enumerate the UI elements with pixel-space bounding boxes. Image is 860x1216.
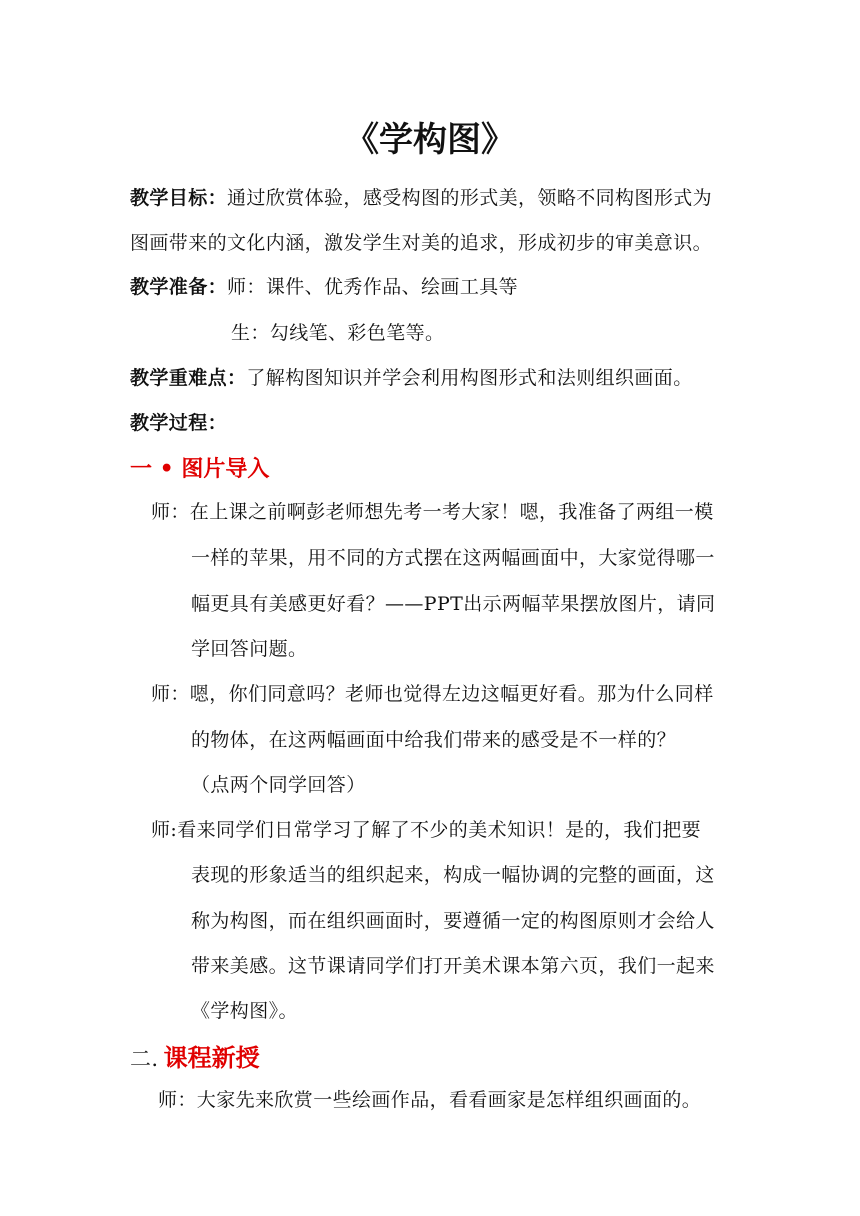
- s1-p3-line-2: 表现的形象适当的组织起来，构成一幅协调的完整的画面，这: [191, 864, 715, 886]
- s1-p1-line-1: 师：在上课之前啊彭老师想先考一考大家！嗯，我准备了两组一模: [151, 501, 714, 523]
- prep-line-1: [130, 272, 518, 299]
- s1-p2-line-2: 的物体，在这两幅画面中给我们带来的感受是不一样的？: [191, 729, 677, 751]
- section-2-number: 二.: [130, 1047, 159, 1071]
- s2-p1: 师：大家先来欣赏一些绘画作品，看看画家是怎样组织画面的。: [158, 1089, 702, 1111]
- section-1-heading: 一 • 图片导入: [130, 456, 270, 482]
- s1-p1-line-3: 幅更具有美感更好看？——PPT出示两幅苹果摆放图片，请同: [191, 593, 716, 615]
- s1-p3-line-5: 《学构图》。: [191, 1000, 298, 1022]
- s1-p1-line-2: 一样的苹果，用不同的方式摆在这两幅画面中，大家觉得哪一: [191, 547, 715, 569]
- prep-student: 生：勾线笔、彩色笔等。: [231, 322, 445, 344]
- prep-teacher: 师：课件、优秀作品、绘画工具等: [227, 276, 519, 298]
- goals-line-1: [130, 183, 712, 210]
- goals-line-2: 图画带来的文化内涵，激发学生对美的追求，形成初步的审美意识。: [130, 232, 713, 254]
- section-2-title: 课程新授: [163, 1043, 260, 1072]
- s1-p3-line-4: 带来美感。这节课请同学们打开美术课本第六页，我们一起来: [191, 955, 715, 977]
- goals-text-1: 通过欣赏体验，感受构图的形式美，领略不同构图形式为: [227, 187, 713, 209]
- section-2-heading: [130, 1038, 260, 1073]
- key-text: 了解构图知识并学会利用构图形式和法则组织画面。: [246, 367, 693, 389]
- s1-p3-line-3: 称为构图，而在组织画面时，要遵循一定的构图原则才会给人: [191, 910, 715, 932]
- process-label: 教学过程：: [130, 412, 228, 434]
- key-label: 教学重难点：: [130, 367, 247, 389]
- s1-p2-line-1: 师：嗯，你们同意吗？老师也觉得左边这幅更好看。那为什么同样: [151, 683, 714, 705]
- goals-label: 教学目标：: [130, 187, 228, 209]
- s1-p1-line-4: 学回答问题。: [191, 638, 308, 660]
- key-line: [130, 363, 693, 390]
- prep-label: 教学准备：: [130, 276, 228, 298]
- s1-p2-line-3: （点两个同学回答）: [191, 774, 366, 796]
- s1-p3-line-1: 师:看来同学们日常学习了解了不少的美术知识！是的，我们把要: [151, 819, 702, 841]
- document-title: 《学构图》: [345, 120, 515, 160]
